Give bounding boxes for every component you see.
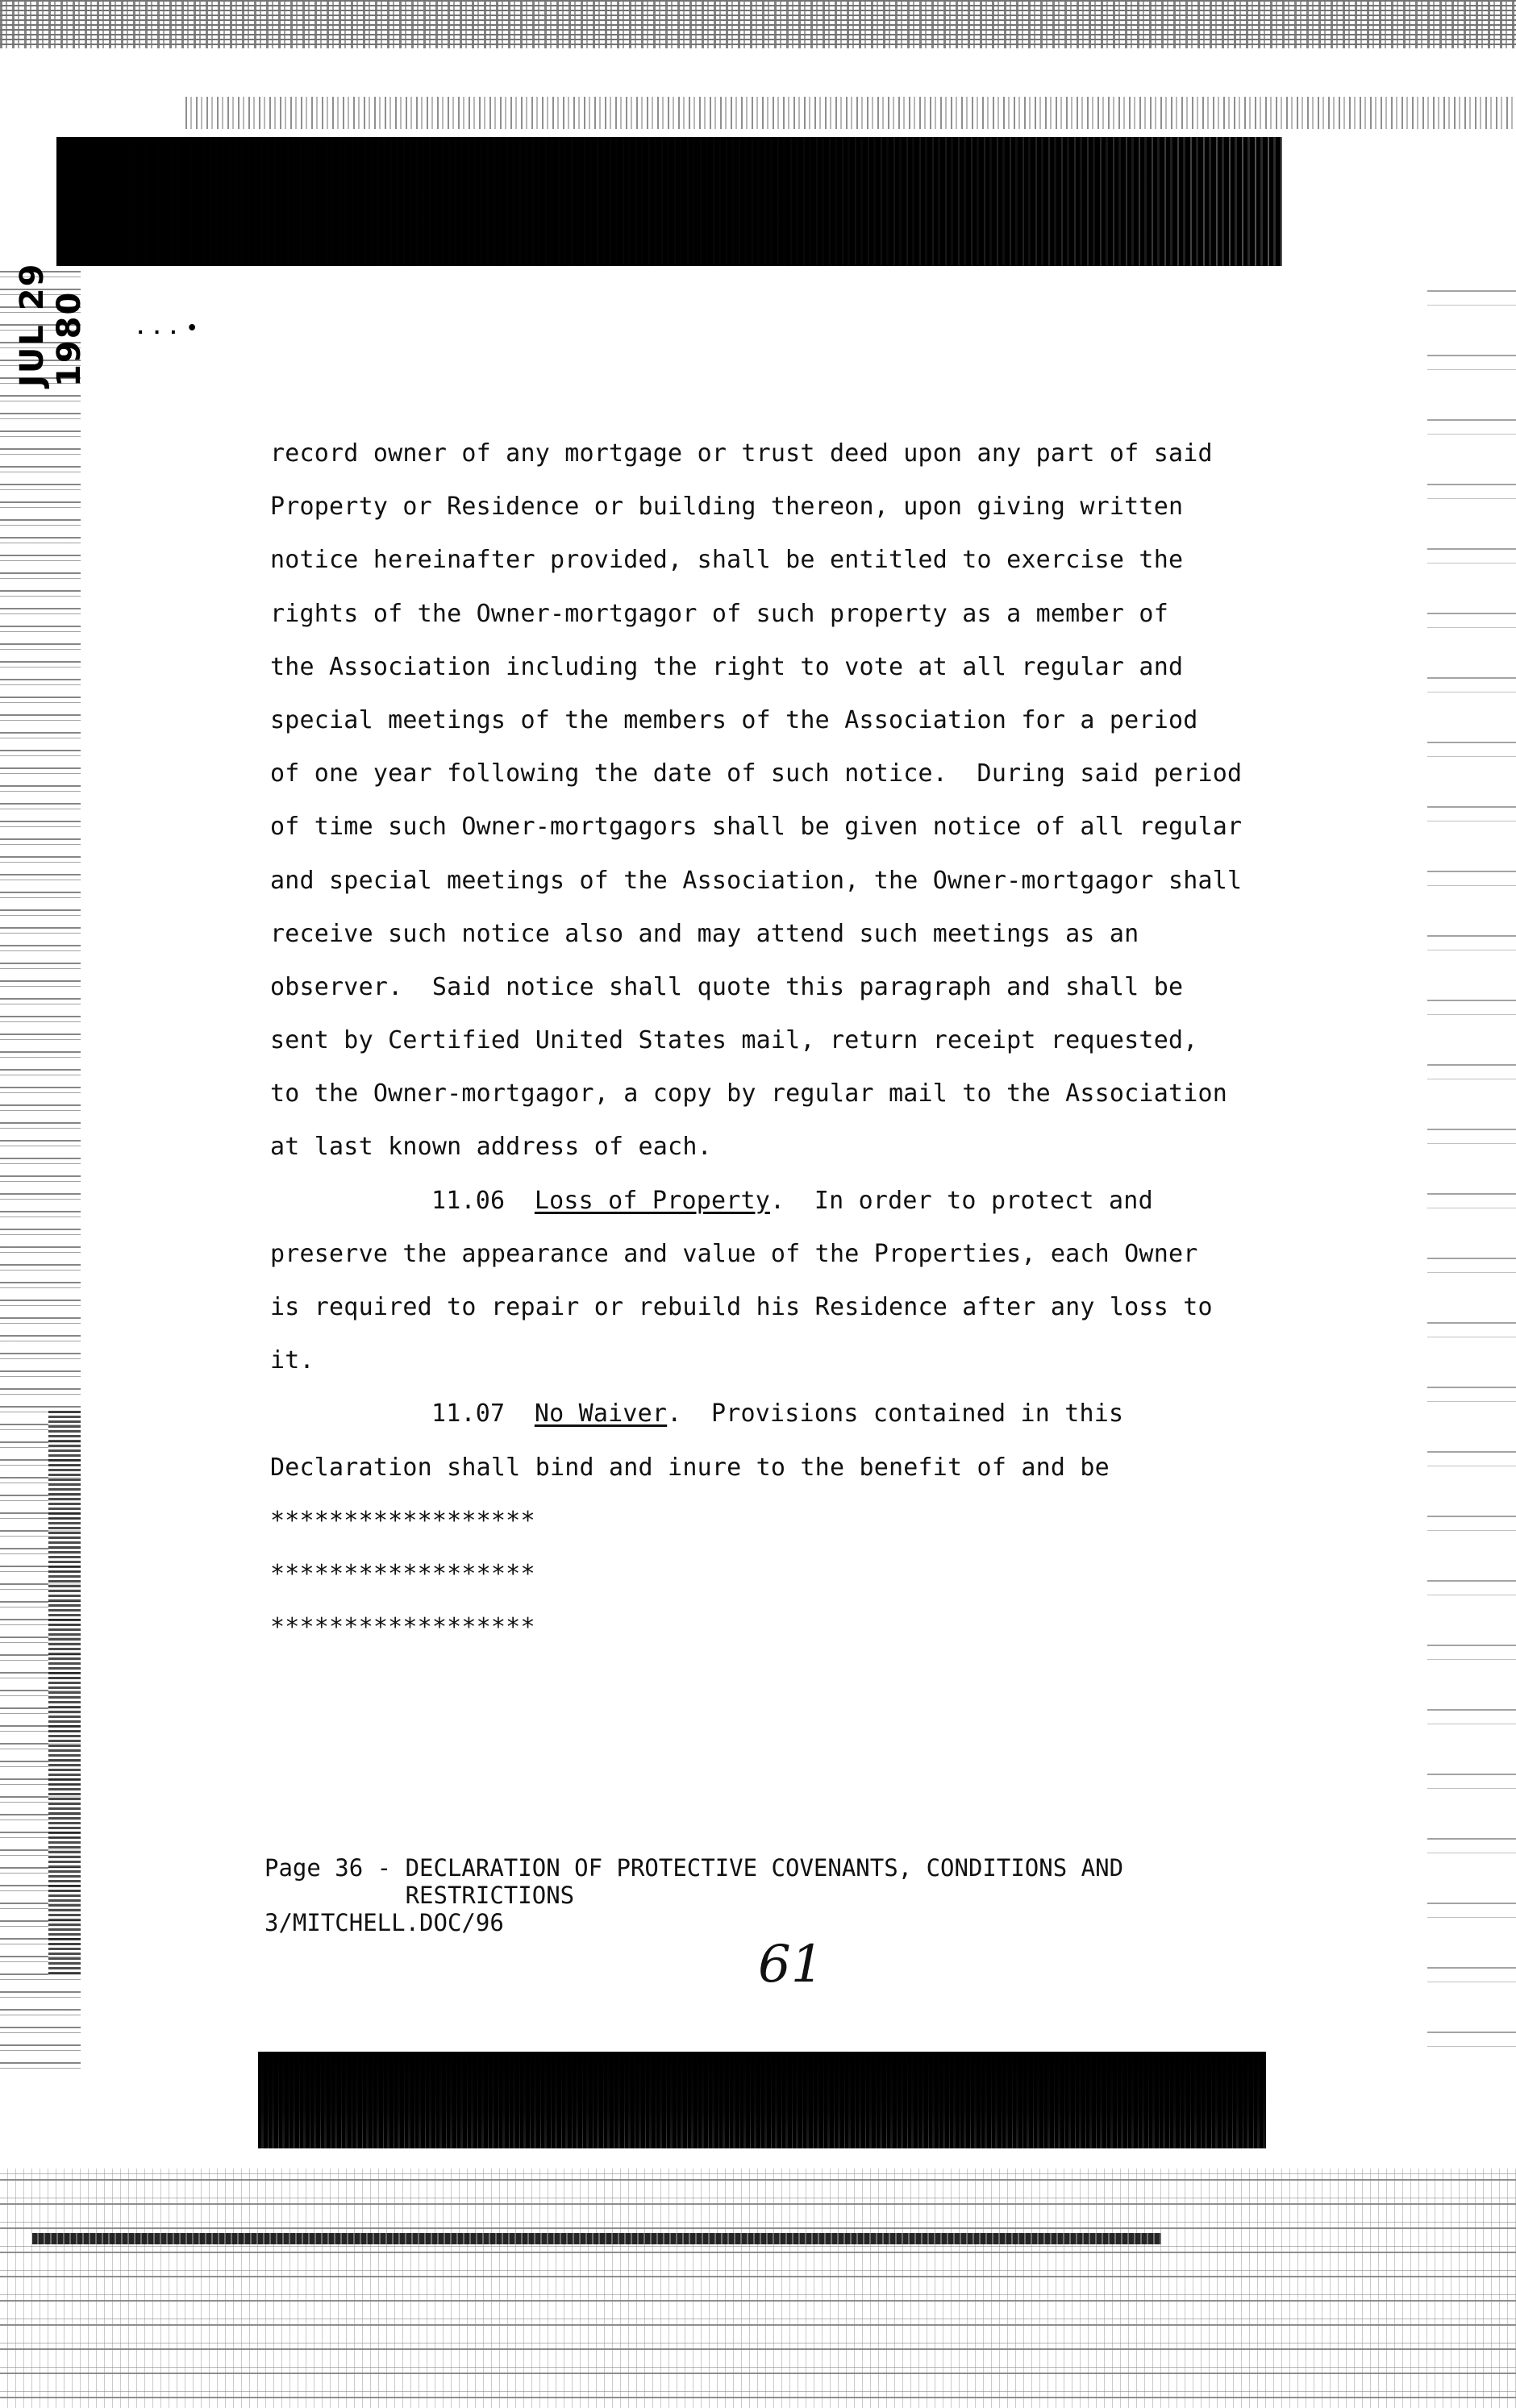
document-body <box>270 427 1343 1654</box>
asterisk-line: ****************** <box>270 1506 535 1535</box>
body-line: to the Owner-mortgagor, a copy by regular mail to the Association <box>270 1079 1227 1108</box>
date-stamp: JUL 29 1980 <box>14 262 88 387</box>
section-number: 11.07 <box>431 1399 506 1429</box>
body-line: the Association including the right to vote at all regular and <box>270 652 1184 681</box>
body-line: special meetings of the members of the Association for a period <box>270 705 1198 734</box>
scan-margin-right <box>1427 266 1516 2080</box>
body-line: it. <box>270 1346 314 1375</box>
section-11-07-heading-line <box>270 1387 1343 1441</box>
section-heading: Loss of Property <box>534 1186 771 1215</box>
asterisk-line: ****************** <box>270 1613 535 1642</box>
footer-title-continued: RESTRICTIONS <box>264 1882 575 1909</box>
body-line: of one year following the date of such notice. During said period <box>270 759 1243 788</box>
section-number: 11.06 <box>431 1186 506 1215</box>
scan-dark-band-bottom <box>258 2052 1266 2148</box>
section-11-06-heading-line <box>270 1175 1343 1228</box>
body-line: notice hereinafter provided, shall be entitled to exercise the <box>270 546 1184 575</box>
section-heading: No Waiver <box>534 1399 668 1429</box>
body-line: observer. Said notice shall quote this paragraph and shall be <box>270 972 1184 1001</box>
body-line: receive such notice also and may attend such meetings as an <box>270 919 1139 948</box>
body-line: sent by Certified United States mail, return receipt requested, <box>270 1026 1198 1055</box>
body-line: Declaration shall bind and inure to the benefit of and be <box>270 1453 1110 1482</box>
scan-noise-top <box>0 0 1516 48</box>
asterisk-line: ****************** <box>270 1559 535 1588</box>
body-line: Property or Residence or building thereon, upon giving written <box>270 493 1184 522</box>
body-line: preserve the appearance and value of the Properties, each Owner <box>270 1239 1198 1268</box>
stray-marks: ...• <box>137 318 208 339</box>
body-line: at last known address of each. <box>270 1133 712 1162</box>
body-line: of time such Owner-mortgagors shall be given notice of all regular <box>270 813 1243 842</box>
footer-file-ref: 3/MITCHELL.DOC/96 <box>264 1909 504 1936</box>
body-line: record owner of any mortgage or trust deed upon any part of said <box>270 439 1213 468</box>
scan-noise-bottom-dark <box>32 2233 1161 2244</box>
scan-noise-bottom <box>0 2169 1516 2408</box>
scan-dark-band-top <box>56 137 1282 266</box>
body-line: is required to repair or rebuild his Residence after any loss to <box>270 1293 1213 1321</box>
scan-margin-left-dark <box>48 1411 81 1975</box>
scan-noise-top-secondary <box>185 97 1516 129</box>
handwritten-page-number: 61 <box>758 1935 824 1994</box>
body-line: and special meetings of the Association, the Owner-mortgagor shall <box>270 866 1243 895</box>
page-footer <box>264 1854 1123 1936</box>
footer-title: Page 36 - DECLARATION OF PROTECTIVE COVENANTS, CONDITIONS AND <box>264 1854 1124 1882</box>
section-lead-text: . In order to protect and <box>770 1186 1153 1215</box>
section-lead-text: . Provisions contained in this <box>667 1399 1124 1429</box>
body-line: rights of the Owner-mortgagor of such property as a member of <box>270 599 1168 628</box>
